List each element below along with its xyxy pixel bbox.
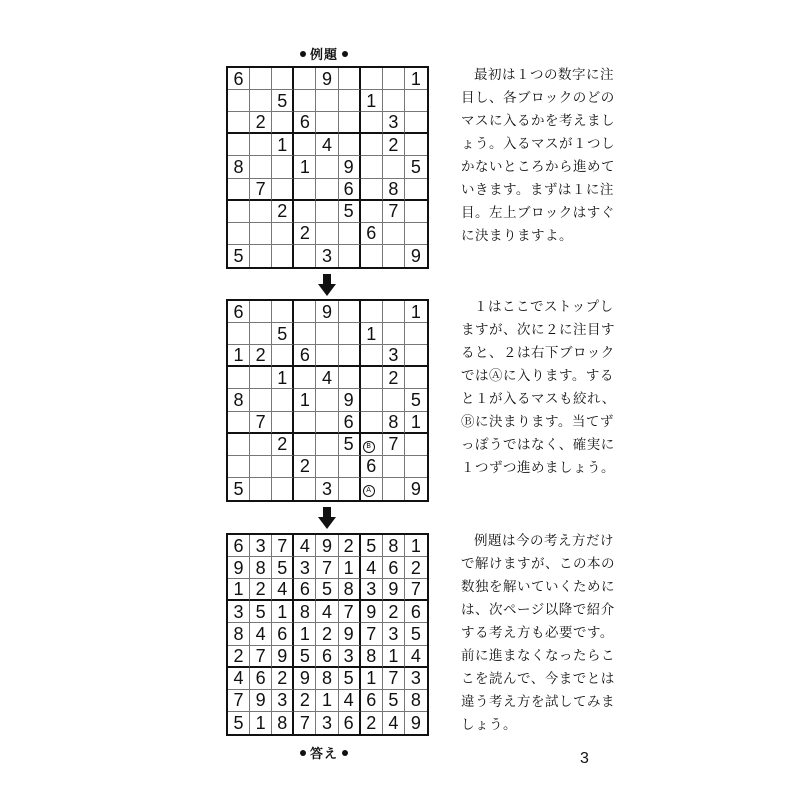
sudoku-cell: 1 (294, 389, 316, 411)
sudoku-cell (316, 156, 338, 178)
sudoku-cell (228, 223, 250, 245)
sudoku-cell (339, 456, 361, 478)
sudoku-cell: 8 (383, 535, 405, 557)
sudoku-cell (361, 68, 383, 90)
sudoku-cell (294, 323, 316, 345)
sudoku-cell: 6 (339, 412, 361, 434)
sudoku-cell: 3 (405, 668, 427, 690)
sudoku-cell (361, 179, 383, 201)
sudoku-cell (339, 478, 361, 500)
sudoku-cell: 1 (405, 68, 427, 90)
sudoku-cell: 7 (405, 579, 427, 601)
sudoku-cell (228, 367, 250, 389)
sudoku-cell: 6 (272, 623, 294, 645)
sudoku-cell (383, 68, 405, 90)
sudoku-cell: 1 (361, 323, 383, 345)
sudoku-cell (405, 112, 427, 134)
sudoku-cell (316, 412, 338, 434)
sudoku-cell (383, 389, 405, 411)
sudoku-cell: 5 (228, 245, 250, 267)
sudoku-cell (272, 412, 294, 434)
sudoku-cell: 8 (339, 579, 361, 601)
sudoku-cell: 1 (361, 90, 383, 112)
answer-label-text: 答え (310, 747, 339, 762)
sudoku-cell: 3 (339, 646, 361, 668)
page-number: 3 (580, 750, 589, 767)
sudoku-cell: 9 (316, 301, 338, 323)
sudoku-cell (339, 134, 361, 156)
sudoku-cell: 8 (294, 601, 316, 623)
sudoku-cell (250, 367, 272, 389)
sudoku-cell: 2 (361, 712, 383, 734)
sudoku-cell: 4 (250, 623, 272, 645)
sudoku-cell: 5 (339, 201, 361, 223)
sudoku-cell: 4 (405, 646, 427, 668)
sudoku-cell (250, 201, 272, 223)
sudoku-cell: 9 (339, 156, 361, 178)
sudoku-cell: 6 (405, 601, 427, 623)
sudoku-cell (383, 90, 405, 112)
sudoku-cell: 4 (383, 712, 405, 734)
sudoku-cell (383, 323, 405, 345)
sudoku-cell: 2 (294, 223, 316, 245)
sudoku-cell: 7 (383, 668, 405, 690)
sudoku-cell (361, 112, 383, 134)
sudoku-cell (405, 323, 427, 345)
sudoku-cell (316, 323, 338, 345)
sudoku-cell (339, 112, 361, 134)
sudoku-cell (383, 156, 405, 178)
sudoku-cell: 2 (294, 690, 316, 712)
sudoku-cell (339, 245, 361, 267)
sudoku-cell (250, 245, 272, 267)
sudoku-cell: 7 (272, 535, 294, 557)
sudoku-cell (316, 345, 338, 367)
sudoku-cell: 6 (361, 223, 383, 245)
sudoku-cell (294, 301, 316, 323)
sudoku-cell (361, 245, 383, 267)
sudoku-cell (272, 68, 294, 90)
sudoku-cell: 8 (405, 690, 427, 712)
sudoku-cell: 4 (339, 690, 361, 712)
sudoku-cell: 9 (250, 690, 272, 712)
sudoku-cell: 5 (361, 535, 383, 557)
sudoku-cell: 3 (383, 623, 405, 645)
sudoku-cell (361, 301, 383, 323)
sudoku-cell: 5 (250, 601, 272, 623)
sudoku-answer-grid (226, 533, 429, 736)
sudoku-cell (361, 156, 383, 178)
sudoku-cell (294, 434, 316, 456)
sudoku-cell: 4 (316, 601, 338, 623)
sudoku-cell (405, 434, 427, 456)
sudoku-cell: 3 (383, 112, 405, 134)
sudoku-cell: 1 (339, 557, 361, 579)
sudoku-cell: 6 (339, 712, 361, 734)
sudoku-cell: 9 (383, 579, 405, 601)
sudoku-cell (250, 68, 272, 90)
sudoku-cell: 7 (228, 690, 250, 712)
sudoku-cell: 3 (361, 579, 383, 601)
sudoku-cell (383, 245, 405, 267)
sudoku-cell: 7 (250, 412, 272, 434)
answer-label (300, 743, 348, 762)
sudoku-cell: 1 (405, 301, 427, 323)
sudoku-cell: 8 (228, 389, 250, 411)
sudoku-cell (316, 389, 338, 411)
sudoku-cell: 8 (383, 412, 405, 434)
sudoku-cell (272, 179, 294, 201)
sudoku-step-grid (226, 299, 429, 502)
sudoku-cell: 2 (250, 579, 272, 601)
sudoku-cell (316, 223, 338, 245)
sudoku-cell: 8 (361, 646, 383, 668)
sudoku-cell (405, 367, 427, 389)
sudoku-cell: 7 (383, 201, 405, 223)
sudoku-cell: 3 (316, 245, 338, 267)
sudoku-cell: 1 (405, 412, 427, 434)
sudoku-cell: 6 (294, 579, 316, 601)
sudoku-cell (228, 201, 250, 223)
sudoku-cell (361, 367, 383, 389)
sudoku-example-grid (226, 66, 429, 269)
sudoku-cell: 1 (272, 601, 294, 623)
circled-marker-b: B (363, 441, 375, 453)
sudoku-cell: 1 (316, 690, 338, 712)
sudoku-cell (405, 223, 427, 245)
sudoku-cell: 4 (316, 134, 338, 156)
sudoku-cell: 9 (316, 68, 338, 90)
sudoku-cell: 9 (339, 623, 361, 645)
sudoku-cell: 2 (272, 201, 294, 223)
sudoku-cell (294, 201, 316, 223)
sudoku-cell: 1 (405, 535, 427, 557)
sudoku-cell: 2 (339, 535, 361, 557)
sudoku-cell: 9 (410, 712, 421, 733)
sudoku-cell: 1 (272, 367, 294, 389)
sudoku-cell: 9 (316, 535, 338, 557)
sudoku-cell (316, 456, 338, 478)
sudoku-cell: 1 (294, 156, 316, 178)
sudoku-cell (272, 112, 294, 134)
circled-marker-a: A (363, 485, 375, 497)
sudoku-cell (294, 90, 316, 112)
sudoku-cell (272, 456, 294, 478)
sudoku-cell: 3 (272, 690, 294, 712)
sudoku-cell (339, 301, 361, 323)
sudoku-cell: 2 (272, 434, 294, 456)
sudoku-cell: 4 (272, 579, 294, 601)
sudoku-cell (339, 90, 361, 112)
bullet-dot (300, 750, 306, 756)
sudoku-cell: 2 (294, 456, 316, 478)
down-arrow-icon (318, 507, 336, 529)
sudoku-cell: 5 (405, 623, 427, 645)
down-arrow-icon (318, 274, 336, 296)
sudoku-cell (228, 456, 250, 478)
sudoku-cell: 9 (228, 557, 250, 579)
sudoku-cell (361, 134, 383, 156)
sudoku-cell: 5 (272, 557, 294, 579)
sudoku-cell (316, 179, 338, 201)
sudoku-cell (272, 478, 294, 500)
sudoku-cell (361, 389, 383, 411)
sudoku-cell: 6 (361, 690, 383, 712)
sudoku-cell: 5 (405, 156, 427, 178)
sudoku-cell (383, 478, 405, 500)
sudoku-cell: 9 (410, 478, 421, 499)
sudoku-cell: 5 (272, 323, 294, 345)
sudoku-cell: 6 (228, 535, 250, 557)
bullet-dot (342, 750, 348, 756)
sudoku-cell (383, 301, 405, 323)
sudoku-cell: 4 (361, 557, 383, 579)
sudoku-cell: 8 (316, 668, 338, 690)
sudoku-cell: 5 (383, 690, 405, 712)
sudoku-cell: 2 (316, 623, 338, 645)
sudoku-cell: 2 (383, 367, 405, 389)
sudoku-cell (272, 156, 294, 178)
sudoku-cell: 5 (339, 434, 361, 456)
sudoku-cell (250, 156, 272, 178)
sudoku-cell: 3 (383, 345, 405, 367)
sudoku-cell (294, 68, 316, 90)
sudoku-cell (228, 90, 250, 112)
sudoku-cell: 2 (383, 601, 405, 623)
sudoku-cell (250, 456, 272, 478)
sudoku-cell: 9 (339, 389, 361, 411)
sudoku-cell: 6 (294, 345, 316, 367)
explanation-paragraph-1: 最初は１つの数字に注目し、各ブロックのどのマスに入るかを考えましょう。入るマスが１つしかないところから進めていきます。まずは１に注目。左上ブロックはすぐに決まりますよ。 (461, 67, 615, 244)
sudoku-cell: 6 (316, 646, 338, 668)
sudoku-cell (405, 179, 427, 201)
sudoku-cell: 7 (294, 712, 316, 734)
sudoku-cell: 8 (383, 179, 405, 201)
example-label-text: 例題 (310, 48, 339, 63)
sudoku-cell (250, 223, 272, 245)
sudoku-cell: 6 (228, 68, 250, 90)
sudoku-cell (383, 456, 405, 478)
sudoku-cell: 3 (250, 535, 272, 557)
sudoku-cell (228, 323, 250, 345)
sudoku-cell (294, 478, 316, 500)
sudoku-cell (294, 134, 316, 156)
bullet-dot (342, 51, 348, 57)
sudoku-cell: 7 (383, 434, 405, 456)
sudoku-cell: 6 (294, 112, 316, 134)
sudoku-cell: 2 (272, 668, 294, 690)
sudoku-cell (405, 456, 427, 478)
sudoku-cell: 7 (316, 557, 338, 579)
sudoku-cell: 6 (383, 557, 405, 579)
sudoku-cell: 1 (361, 668, 383, 690)
sudoku-cell (405, 345, 427, 367)
bullet-dot (300, 51, 306, 57)
sudoku-cell: 7 (250, 646, 272, 668)
sudoku-cell: 3 (316, 712, 338, 734)
sudoku-cell: 3 (228, 601, 250, 623)
sudoku-cell (250, 323, 272, 345)
sudoku-cell: 4 (228, 668, 250, 690)
sudoku-cell (361, 434, 383, 456)
sudoku-cell: 8 (250, 557, 272, 579)
sudoku-cell: 5 (316, 579, 338, 601)
sudoku-cell: 1 (272, 134, 294, 156)
sudoku-cell: 2 (405, 557, 427, 579)
sudoku-cell: 1 (383, 646, 405, 668)
sudoku-cell: 5 (228, 478, 250, 500)
sudoku-cell: 1 (228, 345, 250, 367)
sudoku-cell (272, 345, 294, 367)
sudoku-cell: 5 (228, 712, 250, 734)
sudoku-cell (228, 179, 250, 201)
sudoku-cell (361, 478, 383, 500)
sudoku-cell: 3 (294, 557, 316, 579)
sudoku-cell (316, 201, 338, 223)
sudoku-cell (294, 179, 316, 201)
sudoku-cell: 5 (339, 668, 361, 690)
sudoku-cell: 8 (228, 623, 250, 645)
explanation-paragraph-3: 例題は今の考え方だけで解けますが、この本の数独を解いていくためには、次ページ以降で紹介する考え方も必要です。前に進まなくなったらここを読んで、今までとは違う考え方を試してみましょう。 (461, 533, 615, 733)
sudoku-cell (250, 434, 272, 456)
sudoku-cell: 7 (250, 179, 272, 201)
sudoku-cell: 2 (228, 646, 250, 668)
sudoku-cell (405, 90, 427, 112)
sudoku-cell (316, 112, 338, 134)
sudoku-cell: 1 (294, 623, 316, 645)
sudoku-cell (383, 223, 405, 245)
sudoku-cell: 4 (316, 367, 338, 389)
sudoku-cell: 8 (228, 156, 250, 178)
sudoku-cell: 9 (272, 646, 294, 668)
sudoku-cell: 6 (228, 301, 250, 323)
explanation-paragraph-2: １はここでストップしますが、次に２に注目すると、２は右下ブロックではⒶに入ります。すると１が入るマスも絞れ、Ⓑに決まります。当てずっぽうではなく、確実に１つずつ進めましょう。 (461, 299, 616, 476)
sudoku-cell (228, 112, 250, 134)
sudoku-cell (339, 367, 361, 389)
sudoku-cell: 2 (250, 112, 272, 134)
sudoku-cell (361, 412, 383, 434)
sudoku-cell (294, 412, 316, 434)
sudoku-cell (228, 412, 250, 434)
sudoku-cell (250, 301, 272, 323)
sudoku-cell (250, 478, 272, 500)
sudoku-cell (272, 245, 294, 267)
sudoku-cell (339, 68, 361, 90)
sudoku-cell (361, 201, 383, 223)
sudoku-cell: 6 (361, 456, 383, 478)
sudoku-cell: 1 (228, 579, 250, 601)
sudoku-cell (316, 434, 338, 456)
sudoku-cell: 2 (383, 134, 405, 156)
sudoku-cell: 4 (294, 535, 316, 557)
sudoku-cell: 3 (316, 478, 338, 500)
sudoku-cell: 6 (339, 179, 361, 201)
sudoku-cell: 5 (294, 646, 316, 668)
sudoku-cell (228, 134, 250, 156)
sudoku-cell (272, 301, 294, 323)
sudoku-cell (228, 434, 250, 456)
sudoku-cell (339, 223, 361, 245)
sudoku-cell (339, 323, 361, 345)
sudoku-cell: 7 (361, 623, 383, 645)
sudoku-cell: 9 (410, 245, 421, 266)
sudoku-cell (272, 223, 294, 245)
sudoku-cell: 9 (294, 668, 316, 690)
sudoku-cell: 5 (405, 389, 427, 411)
sudoku-cell (272, 389, 294, 411)
example-label (300, 44, 348, 63)
sudoku-cell (339, 345, 361, 367)
sudoku-cell (316, 90, 338, 112)
sudoku-cell (294, 367, 316, 389)
sudoku-cell: 8 (272, 712, 294, 734)
sudoku-cell: 7 (339, 601, 361, 623)
sudoku-cell: 2 (250, 345, 272, 367)
sudoku-cell (250, 134, 272, 156)
sudoku-cell (250, 389, 272, 411)
sudoku-cell (294, 245, 316, 267)
sudoku-cell: 5 (272, 90, 294, 112)
sudoku-cell (405, 134, 427, 156)
sudoku-cell: 1 (250, 712, 272, 734)
sudoku-cell: 6 (250, 668, 272, 690)
sudoku-cell: 9 (361, 601, 383, 623)
sudoku-cell (250, 90, 272, 112)
sudoku-cell (405, 201, 427, 223)
sudoku-cell (361, 345, 383, 367)
